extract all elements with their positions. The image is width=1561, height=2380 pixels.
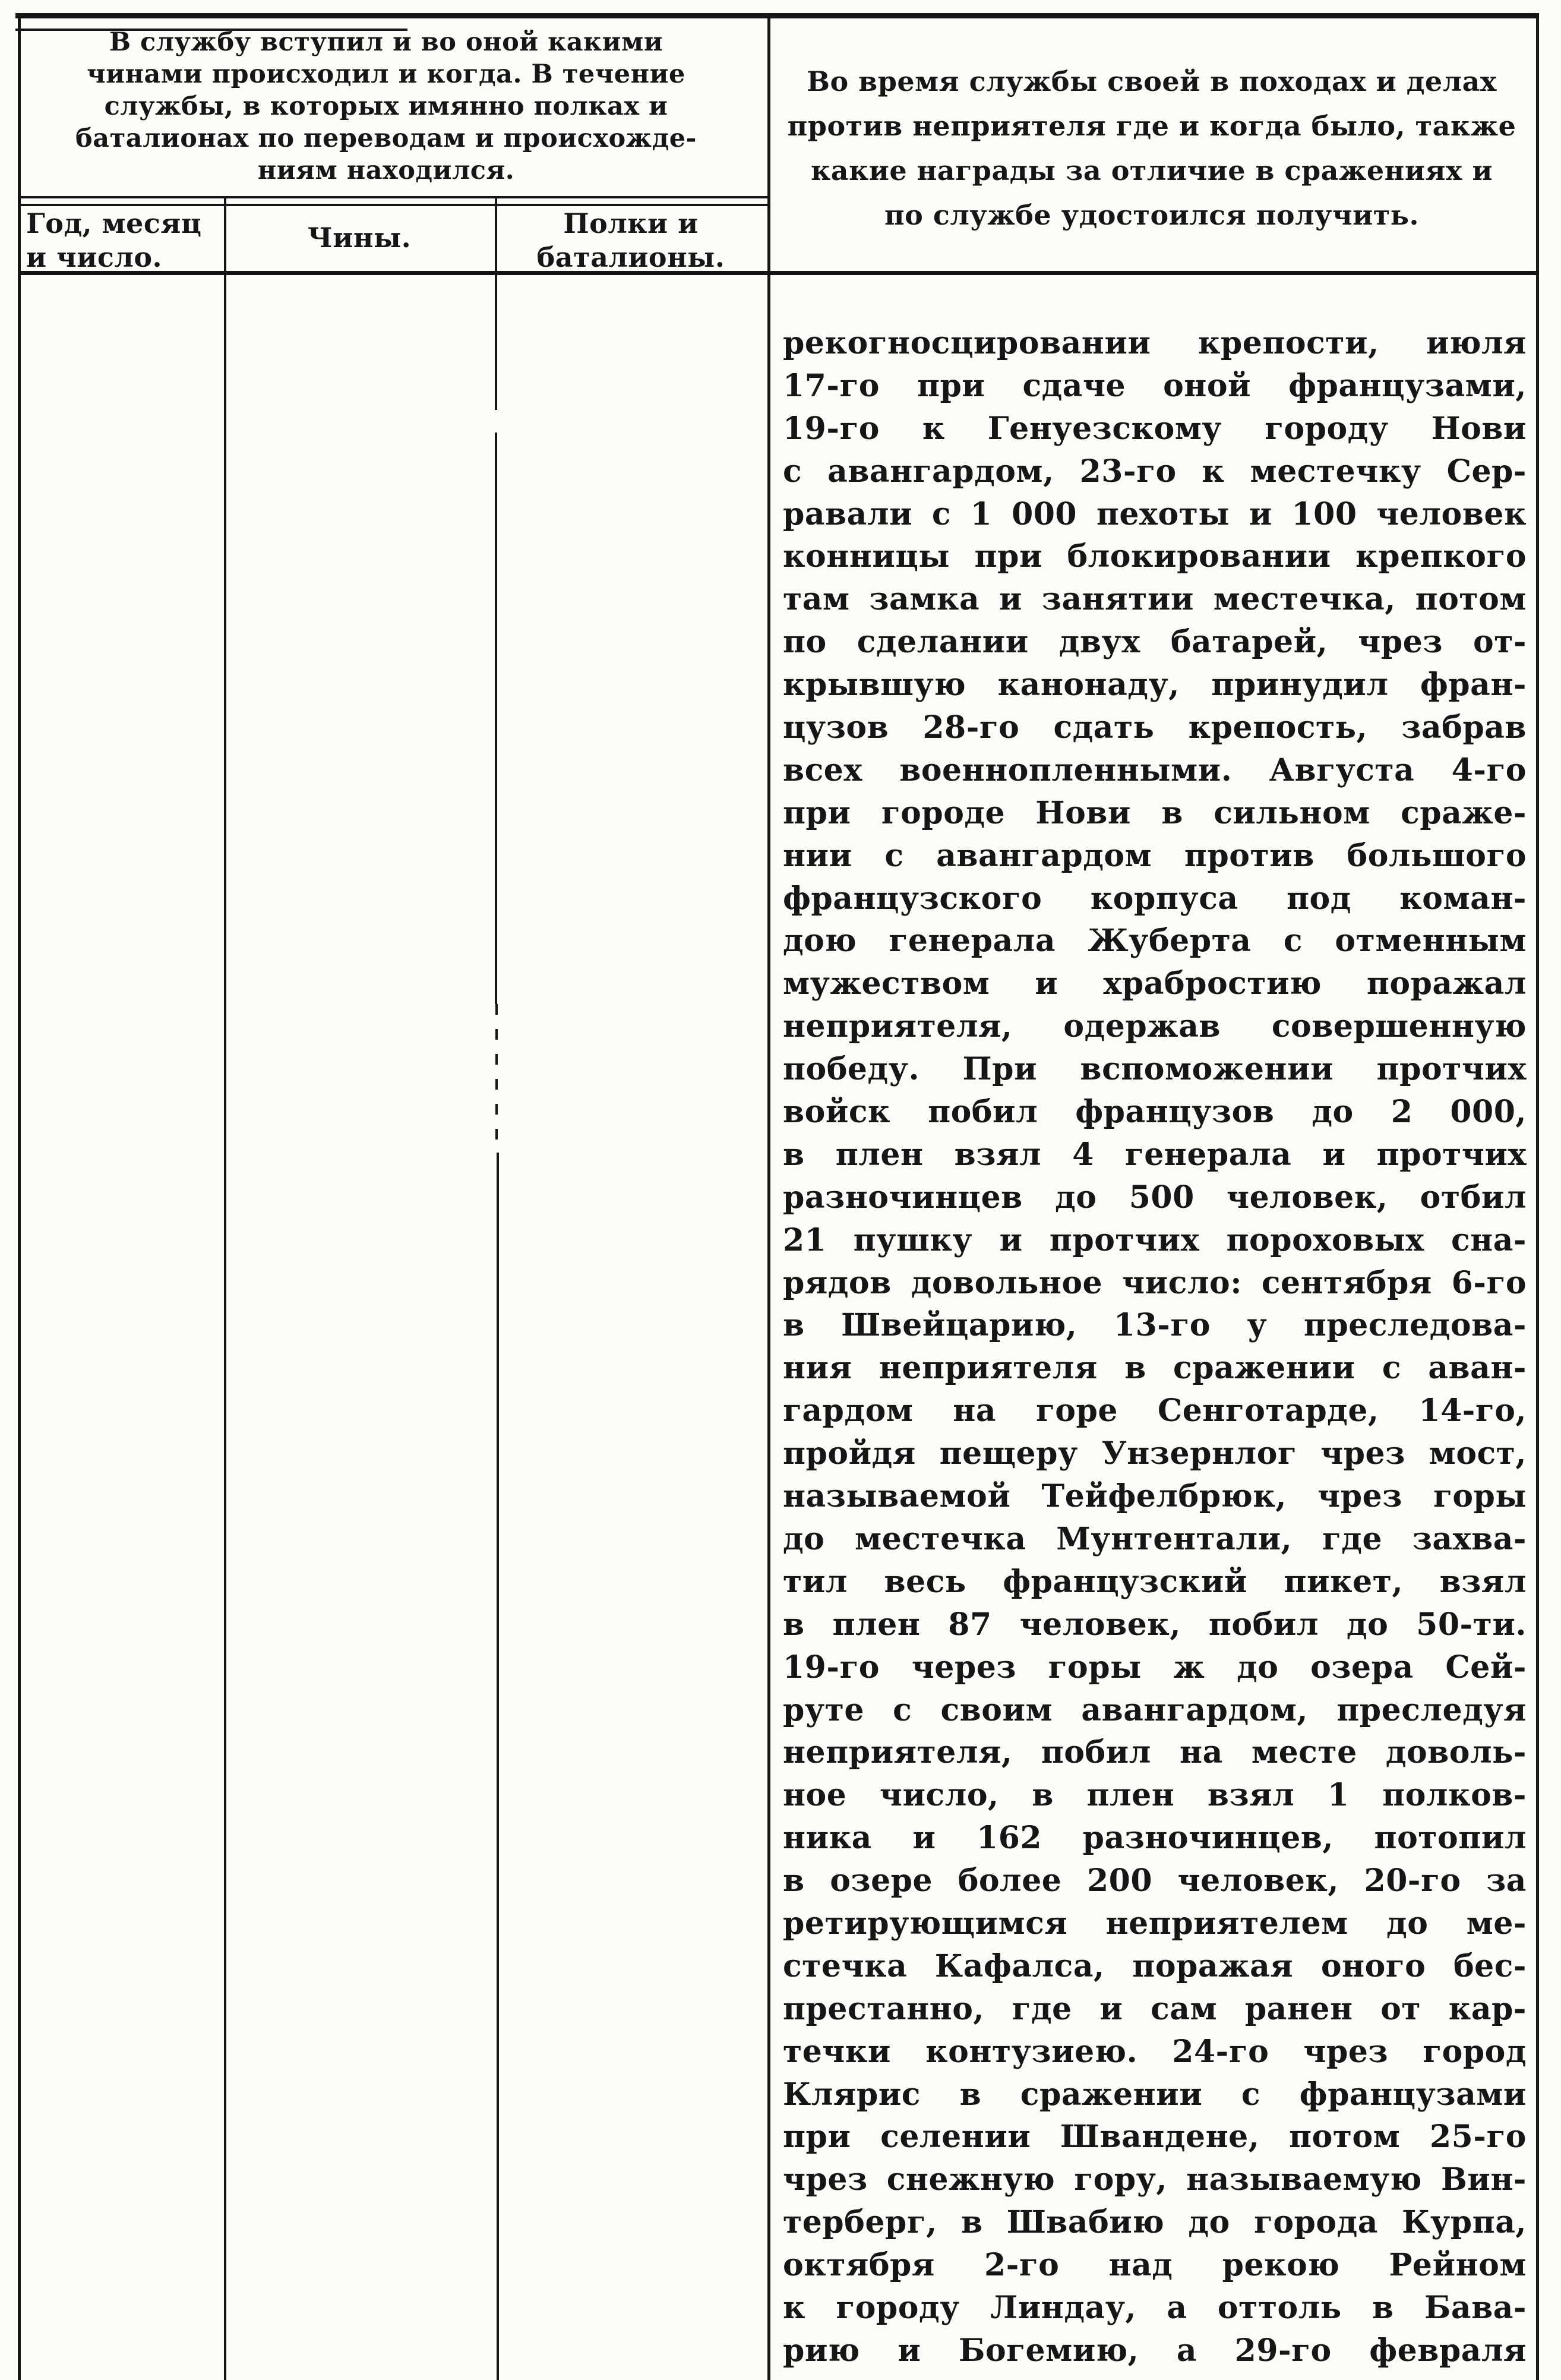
record-text-line: неприятеля, побил на месте доволь- <box>783 1734 1527 1771</box>
record-text-line: гардом на горе Сенготарде, 14-го, <box>783 1393 1527 1429</box>
column-header-ranks <box>226 221 492 255</box>
column-header-line: Год, месяц <box>26 207 202 239</box>
left-header-line: баталионах по переводам и происхожде- <box>75 124 697 153</box>
record-text-line: неприятеля, одержав совершенную <box>783 1008 1527 1045</box>
table-border-left <box>18 13 21 2380</box>
header-bottom-rule <box>18 271 1539 275</box>
right-header-line: какие награды за отличие в сражениях и <box>810 154 1493 187</box>
record-text-line: стечка Кафалса, поражая оного бес- <box>783 1947 1527 1984</box>
record-text-line: престанно, где и сам ранен от кар- <box>783 1990 1527 2027</box>
record-text-line: называемой Тейфелбрюк, чрез горы <box>783 1478 1527 1515</box>
column-header-line: и число. <box>26 241 163 273</box>
column-separator-2-seg-b <box>495 433 497 1004</box>
record-text-line: нии с авангардом против большого <box>783 837 1527 874</box>
right-header-line: против неприятеля где и когда было, также <box>787 110 1516 142</box>
record-text-line: дою генерала Жуберта с отменным <box>783 923 1527 959</box>
record-text-line: в озере более 200 человек, 20-го за <box>783 1863 1527 1899</box>
record-text-line: 19-го к Генуезскому городу Нови <box>783 410 1527 447</box>
table-top-rule <box>15 13 1538 18</box>
column-header-line: Полки и <box>563 207 699 239</box>
record-text-line: 19-го через горы ж до озера Сей- <box>783 1649 1527 1685</box>
record-text-line: по сделании двух батарей, чрез от- <box>783 624 1527 661</box>
record-text-line: войск побил французов до 2 000, <box>783 1094 1527 1131</box>
record-text-line: ное число, в плен взял 1 полков- <box>783 1777 1527 1814</box>
record-text-line: 17-го при сдаче оной французами, <box>783 367 1527 404</box>
record-text-line: всех военнопленными. Августа 4-го <box>783 752 1527 788</box>
record-text-line: рию и Богемию, а 29-го февраля <box>783 2332 1527 2369</box>
column-header-line: Чины. <box>307 222 412 254</box>
record-text-line: в плен взял 4 генерала и протчих <box>783 1136 1527 1173</box>
left-header-line: службы, в которых имянно полках и <box>104 91 668 121</box>
record-text-line: октября 2-го над рекою Рейном <box>783 2247 1527 2284</box>
section-divider-rule <box>767 13 770 2380</box>
record-text-line: 21 пушку и протчих пороховых сна- <box>783 1221 1527 1258</box>
record-text-line: Клярис в сражении с французами <box>783 2076 1527 2113</box>
record-text-line: французского корпуса под коман- <box>783 880 1527 917</box>
record-text-line: тил весь французский пикет, взял <box>783 1563 1527 1600</box>
record-text-line: до местечка Мунтентали, где захва- <box>783 1520 1527 1557</box>
record-text-line: руте с своим авангардом, преследуя <box>783 1691 1527 1728</box>
right-header-line: по службе удостоился получить. <box>884 199 1419 231</box>
record-text-line: к городу Линдау, а оттоль в Бава- <box>783 2289 1527 2326</box>
record-text-line: терберг, в Швабию до города Курпа, <box>783 2204 1527 2241</box>
record-text-line: победу. При вспоможении протчих <box>783 1051 1527 1088</box>
column-header-line: баталионы. <box>536 241 725 273</box>
record-text-line: течки контузиею. 24-го чрез город <box>783 2033 1527 2070</box>
record-text-line: при городе Нови в сильном сраже- <box>783 794 1527 831</box>
left-header-line: В службу вступил и во оной какими <box>109 27 663 57</box>
left-section-header <box>42 26 731 187</box>
record-text-line: пройдя пещеру Унзернлог чрез мост, <box>783 1435 1527 1472</box>
record-text-line: мужеством и храбростию поражал <box>783 965 1527 1002</box>
record-text-line: в плен 87 человек, побил до 50-ти. <box>783 1606 1527 1643</box>
left-header-line: чинами происходил и когда. В течение <box>87 59 685 89</box>
table-border-right <box>1536 13 1539 2380</box>
record-text-line: крывшую канонаду, принудил фран- <box>783 667 1527 703</box>
record-text-line: конницы при блокировании крепкого <box>783 538 1527 575</box>
right-header-line: Во время службы своей в походах и делах <box>807 65 1497 97</box>
column-separator-2-dotted <box>495 1004 498 1153</box>
left-header-underline <box>18 196 767 198</box>
column-separator-1 <box>224 196 226 2380</box>
left-header-line: ниям находился. <box>257 156 515 185</box>
record-text-line: в Швейцарию, 13-го у преследова- <box>783 1307 1527 1344</box>
record-text-line: чрез снежную гору, называемую Вин- <box>783 2161 1527 2198</box>
record-text-line: с авангардом, 23-го к местечку Сер- <box>783 453 1527 490</box>
record-text-line: ретирующимся неприятелем до ме- <box>783 1905 1527 1942</box>
right-section-header <box>782 59 1522 238</box>
record-text-line: равали с 1 000 пехоты и 100 человек <box>783 495 1527 532</box>
record-text-line: там замка и занятии местечка, потом <box>783 581 1527 618</box>
column-header-date <box>26 207 222 274</box>
campaign-record-text <box>783 322 1527 2372</box>
record-text-line: ния неприятеля в сражении с аван- <box>783 1350 1527 1387</box>
left-header-underline-2 <box>18 204 767 206</box>
column-separator-2-seg-c <box>497 1153 499 2380</box>
record-text-line: разночинцев до 500 человек, отбил <box>783 1179 1527 1216</box>
record-text-line: рекогносцировании крепости, июля <box>783 325 1527 361</box>
record-text-line: при селении Швандене, потом 25-го <box>783 2119 1527 2155</box>
record-text-line: ника и 162 разночинцев, потопил <box>783 1820 1527 1857</box>
column-header-regiments <box>497 207 764 274</box>
record-text-line: цузов 28-го сдать крепость, забрав <box>783 709 1527 746</box>
record-text-line: рядов довольное число: сентября 6-го <box>783 1264 1527 1301</box>
